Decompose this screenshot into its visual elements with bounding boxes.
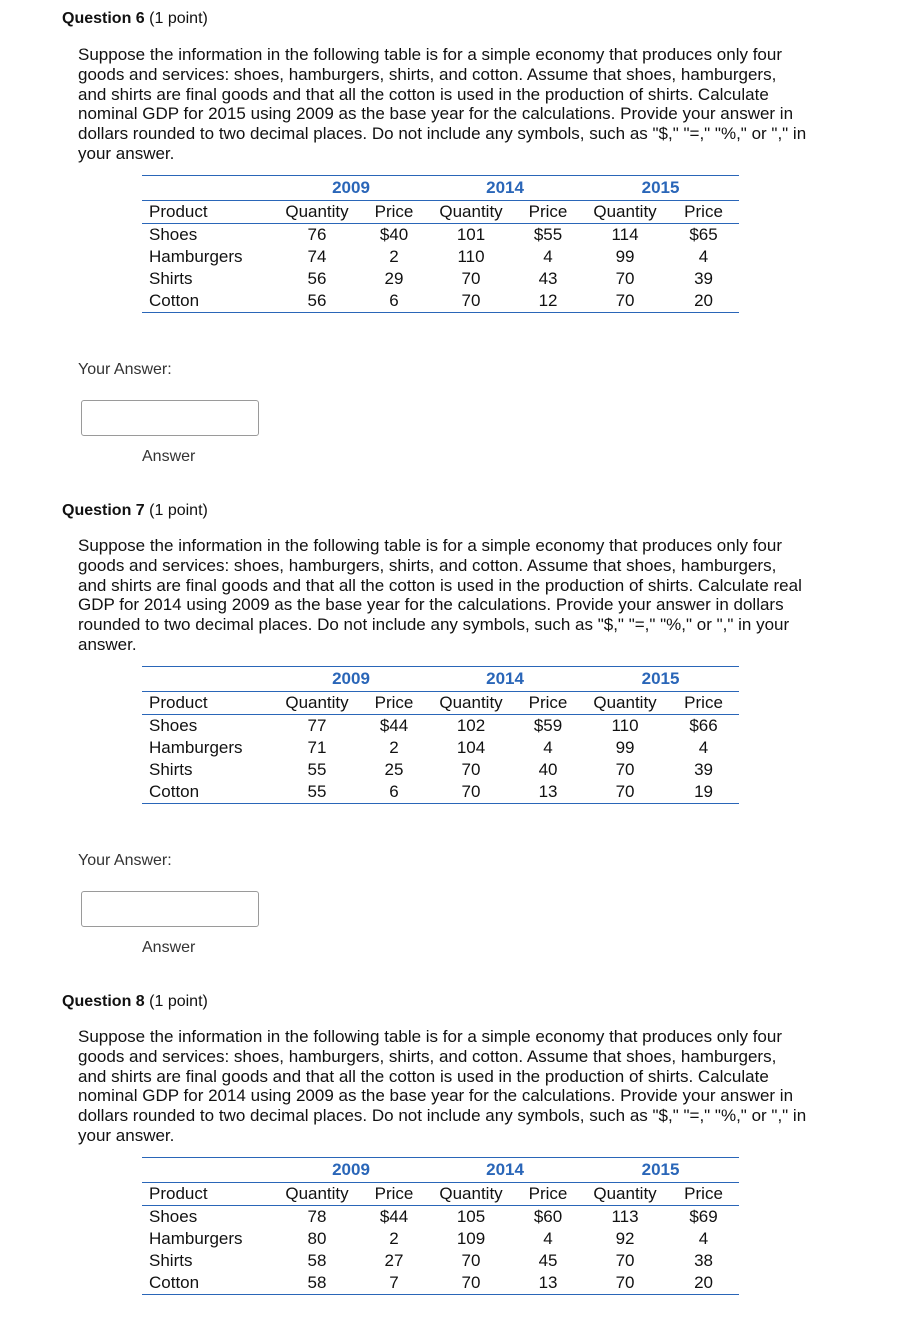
data-table	[142, 1157, 739, 1295]
table-cell: 70	[461, 269, 481, 288]
column-header: Price	[514, 692, 582, 715]
table-cell: $40	[379, 225, 409, 244]
answer-caption: Answer	[142, 448, 196, 465]
column-header-row	[142, 692, 739, 715]
question-title	[62, 502, 208, 520]
year-header-row	[142, 1158, 739, 1183]
table-cell: $44	[379, 716, 409, 735]
year-header-row	[142, 176, 739, 201]
table-cell: 80	[307, 1229, 327, 1248]
column-header: Quantity	[274, 1183, 360, 1206]
column-header: Price	[514, 1183, 582, 1206]
table-cell: 70	[615, 269, 635, 288]
table-row	[142, 759, 739, 781]
answer-input[interactable]	[81, 891, 259, 927]
column-header: Product	[142, 1183, 274, 1206]
column-header: Price	[668, 201, 739, 224]
column-header: Price	[514, 201, 582, 224]
table-cell: 71	[307, 738, 327, 757]
column-header-row	[142, 1183, 739, 1206]
table-cell: 105	[456, 1207, 486, 1226]
table-row	[142, 1206, 739, 1229]
table-cell: 70	[428, 290, 514, 313]
year-header: 2009	[274, 176, 428, 201]
year-header: 2015	[582, 176, 739, 201]
column-header: Price	[668, 692, 739, 715]
column-header: Quantity	[274, 201, 360, 224]
table-cell: Shoes	[149, 225, 198, 244]
table-cell: Hamburgers	[149, 247, 243, 266]
question-text: Suppose the information in the following table is for a simple economy that produces only four goods and services: shoes, hamburgers, shirts, and cotton. Assume that shoes, hamburgers, and shirts are final goods and that all the cotton is used in the production of shirts. Calculate nominal GDP for 2014 using 2009 as the base year for the calculations. Provide your answer in dollars rounded to two decimal places. Do not include any symbols, such as "$," "=," "%," or "," in your answer.	[78, 1027, 807, 1145]
column-header: Price	[360, 692, 428, 715]
table-cell: 56	[307, 269, 327, 288]
table-cell: 70	[582, 290, 668, 313]
table-cell: 70	[582, 781, 668, 804]
table-cell: Cotton	[142, 1272, 274, 1295]
table-cell: 4	[543, 738, 553, 757]
table-cell: 2	[389, 1229, 399, 1248]
year-header: 2009	[274, 667, 428, 692]
year-header-row	[142, 667, 739, 692]
table-cell: 45	[538, 1251, 558, 1270]
table-cell: 4	[698, 738, 709, 757]
table-cell: 20	[668, 290, 739, 313]
table-cell: Cotton	[142, 290, 274, 313]
table-cell: 4	[698, 247, 709, 266]
table-cell: 29	[384, 269, 404, 288]
table-cell: 43	[538, 269, 558, 288]
table-cell: 56	[274, 290, 360, 313]
table-cell: 4	[543, 1229, 553, 1248]
column-header: Product	[142, 692, 274, 715]
table-cell: $66	[689, 716, 718, 735]
table-cell: 27	[384, 1251, 404, 1270]
table-cell: 58	[307, 1251, 327, 1270]
table-row	[142, 781, 739, 804]
table-row	[142, 246, 739, 268]
table-row	[142, 1250, 739, 1272]
question-title	[62, 10, 208, 28]
table-cell: 2	[389, 738, 399, 757]
question-points: (1 point)	[149, 993, 208, 1010]
table-cell: Hamburgers	[149, 1229, 243, 1248]
table-cell: 55	[307, 760, 327, 779]
table-cell: Shirts	[149, 1251, 193, 1270]
table-cell: $60	[533, 1207, 563, 1226]
table-cell: 6	[360, 781, 428, 804]
table-cell: 39	[694, 760, 713, 779]
table-cell: 102	[456, 716, 486, 735]
table-cell: Cotton	[142, 781, 274, 804]
column-header-row	[142, 201, 739, 224]
table-cell: 77	[307, 716, 327, 735]
table-cell: 78	[307, 1207, 327, 1226]
table-cell: 101	[456, 225, 486, 244]
year-header: 2014	[428, 667, 582, 692]
data-table	[142, 175, 739, 313]
table-cell: 113	[611, 1207, 639, 1226]
table-cell: 70	[461, 760, 481, 779]
table-cell: $44	[379, 1207, 409, 1226]
year-header: 2014	[428, 1158, 582, 1183]
year-header: 2015	[582, 1158, 739, 1183]
column-header: Price	[360, 1183, 428, 1206]
table-cell: $55	[533, 225, 563, 244]
table-cell: Shirts	[149, 269, 193, 288]
table-cell: 114	[611, 225, 639, 244]
your-answer-label: Your Answer:	[78, 852, 172, 869]
table-cell: $65	[689, 225, 718, 244]
table-row	[142, 290, 739, 313]
question-title	[62, 993, 208, 1011]
table-cell: Shoes	[149, 1207, 198, 1226]
table-cell: 19	[668, 781, 739, 804]
table-cell: 4	[543, 247, 553, 266]
column-header: Quantity	[428, 1183, 514, 1206]
table-cell: Shoes	[149, 716, 198, 735]
table-cell: 76	[307, 225, 327, 244]
column-header: Quantity	[428, 692, 514, 715]
column-header: Quantity	[274, 692, 360, 715]
table-row	[142, 737, 739, 759]
question-number: Question 8	[62, 993, 145, 1010]
table-cell: 2	[389, 247, 399, 266]
answer-caption: Answer	[142, 939, 196, 956]
table-cell: 109	[456, 1229, 486, 1248]
table-cell: 70	[428, 1272, 514, 1295]
table-row	[142, 268, 739, 290]
question-points: (1 point)	[149, 502, 208, 519]
column-header: Product	[142, 201, 274, 224]
question-number: Question 7	[62, 502, 145, 519]
column-header: Quantity	[582, 692, 668, 715]
table-cell: $69	[689, 1207, 718, 1226]
table-row	[142, 1228, 739, 1250]
table-cell: 20	[668, 1272, 739, 1295]
table-cell: Hamburgers	[149, 738, 243, 757]
question-text: Suppose the information in the following table is for a simple economy that produces only four goods and services: shoes, hamburgers, shirts, and cotton. Assume that shoes, hamburgers, and shirts are final goods and that all the cotton is used in the production of shirts. Calculate nominal GDP for 2015 using 2009 as the base year for the calculations. Provide your answer in dollars rounded to two decimal places. Do not include any symbols, such as "$," "=," "%," or "," in your answer.	[78, 45, 807, 163]
table-cell: 25	[384, 760, 404, 779]
table-cell: 6	[360, 290, 428, 313]
table-cell: 58	[274, 1272, 360, 1295]
table-cell: 104	[456, 738, 486, 757]
answer-input[interactable]	[81, 400, 259, 436]
column-header: Quantity	[428, 201, 514, 224]
your-answer-label: Your Answer:	[78, 361, 172, 378]
table-cell: 99	[615, 247, 635, 266]
table-cell: 13	[514, 1272, 582, 1295]
table-cell: 4	[698, 1229, 709, 1248]
table-cell: 110	[457, 247, 485, 266]
table-row	[142, 715, 739, 738]
table-row	[142, 1272, 739, 1295]
table-cell: 92	[615, 1229, 635, 1248]
table-cell: 38	[694, 1251, 713, 1270]
table-cell: Shirts	[149, 760, 193, 779]
year-header: 2014	[428, 176, 582, 201]
table-cell: 110	[611, 716, 639, 735]
table-row	[142, 224, 739, 247]
table-cell: $59	[533, 716, 563, 735]
table-cell: 40	[538, 760, 558, 779]
column-header: Quantity	[582, 1183, 668, 1206]
table-cell: 70	[582, 1272, 668, 1295]
year-header: 2015	[582, 667, 739, 692]
column-header: Quantity	[582, 201, 668, 224]
table-cell: 70	[461, 1251, 481, 1270]
question-points: (1 point)	[149, 10, 208, 27]
table-cell: 12	[514, 290, 582, 313]
table-cell: 70	[615, 760, 635, 779]
year-header: 2009	[274, 1158, 428, 1183]
question-text: Suppose the information in the following table is for a simple economy that produces only four goods and services: shoes, hamburgers, shirts, and cotton. Assume that shoes, hamburgers, and shirts are final goods and that all the cotton is used in the production of shirts. Calculate real GDP for 2014 using 2009 as the base year for the calculations. Provide your answer in dollars rounded to two decimal places. Do not include any symbols, such as "$," "=," "%," or "," in your answer.	[78, 536, 802, 654]
question-number: Question 6	[62, 10, 145, 27]
table-cell: 70	[428, 781, 514, 804]
table-cell: 13	[514, 781, 582, 804]
table-cell: 55	[274, 781, 360, 804]
table-cell: 74	[307, 247, 327, 266]
data-table	[142, 666, 739, 804]
table-cell: 39	[694, 269, 713, 288]
table-cell: 70	[615, 1251, 635, 1270]
table-cell: 99	[615, 738, 635, 757]
column-header: Price	[668, 1183, 739, 1206]
column-header: Price	[360, 201, 428, 224]
table-cell: 7	[360, 1272, 428, 1295]
